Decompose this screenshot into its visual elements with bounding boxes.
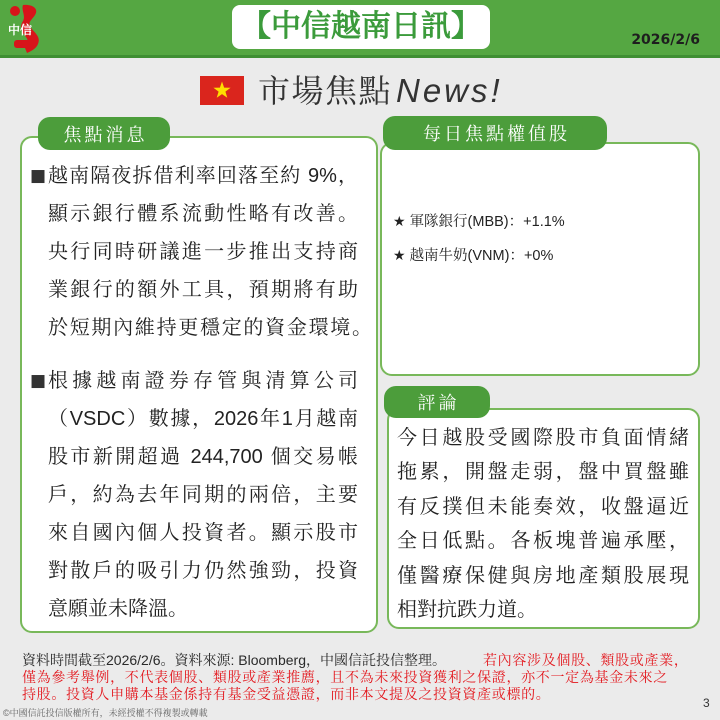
comment-line: 全日低點。各板塊普遍承壓，: [397, 530, 689, 553]
disclaimer-text: 持股。投資人申購本基金係持有基金受益憑證，而非本文提及之投資資產或標的。: [22, 686, 551, 702]
stock-name: 越南牛奶(VNM): [409, 248, 510, 264]
news-line: 股市新開超過 244,700 個交易帳: [48, 446, 358, 468]
footer-line: [22, 652, 712, 669]
news-line: （VSDC）數據，2026年1月越南: [48, 408, 358, 430]
news-line: 對散戶的吸引力仍然強勁，投資: [48, 560, 358, 582]
stock-change: +0%: [523, 248, 554, 264]
logo-dot: [10, 6, 20, 16]
comment-line: 拖累，開盤走弱，盤中買盤雖: [397, 461, 689, 484]
disclaimer-text: 若內容涉及個股、類股或產業，: [483, 652, 689, 668]
news-line: 於短期內維持更穩定的資金環境。: [48, 317, 372, 339]
report-title-box: [232, 5, 490, 49]
list-item: [393, 239, 565, 273]
stocks-tab-label: 每日焦點權值股: [383, 116, 607, 150]
report-date: 2026/2/6: [631, 32, 700, 48]
vietnam-flag-icon: [200, 76, 244, 105]
disclaimer-text: 僅為參考舉例，不代表個股、類股或產業推薦，且不為未來投資獲利之保證，亦不一定為基金未來之: [22, 669, 668, 685]
comment-tab-label: 評論: [384, 386, 490, 418]
comment-line: 有反撲但未能奏效，收盤逼近: [397, 495, 689, 518]
copyright-notice: ©中國信託投信版權所有，未經授權不得複製或轉載: [3, 708, 208, 718]
data-source-note: 資料時間截至2026/2/6。資料來源: Bloomberg，中國信託投信整理。: [22, 652, 446, 668]
star-icon: ★: [393, 214, 406, 230]
star-icon: ★: [393, 248, 406, 264]
brand-logo: [1, 1, 53, 55]
news-line: 顯示銀行體系流動性略有改善。: [48, 203, 358, 225]
news-line: 來自國內個人投資者。顯示股市: [48, 522, 358, 544]
stock-separator: ：: [508, 214, 524, 230]
stock-separator: ：: [509, 248, 524, 264]
news-tab-label: 焦點消息: [38, 117, 170, 150]
comment-text: [397, 421, 689, 627]
news-item: [30, 157, 372, 347]
news-line: 央行同時研議進一步推出支持商: [48, 241, 358, 263]
news-item: [30, 362, 358, 628]
square-bullet-icon: ■: [30, 166, 47, 186]
list-item: [393, 205, 565, 239]
headline-title-cn: 市場焦點: [258, 73, 393, 109]
page-number: 3: [703, 696, 710, 710]
headline-title-en: News!: [396, 72, 503, 109]
news-text: [48, 362, 358, 628]
news-text: [48, 157, 372, 347]
news-line: 意願並未降溫。: [48, 598, 188, 620]
news-line: 戶，約為去年同期的兩倍，主要: [48, 484, 358, 506]
comment-line: 僅醫療保健與房地產類股展現: [397, 564, 689, 587]
logo-badge: [14, 40, 34, 48]
headline: [0, 70, 720, 112]
header-bar: [0, 0, 720, 58]
logo-text: 中信: [8, 23, 33, 37]
footer: [22, 652, 712, 703]
news-line: 越南隔夜拆借利率回落至約 9%，: [48, 165, 358, 187]
report-title: 【中信越南日訊】: [241, 10, 481, 43]
comment-line: 相對抗跌力道。: [397, 598, 537, 621]
stock-change: +1.1%: [523, 214, 565, 230]
news-line: 業銀行的額外工具，預期將有助: [48, 279, 358, 301]
stock-name: 軍隊銀行(MBB): [409, 214, 509, 230]
square-bullet-icon: ■: [30, 371, 47, 391]
news-line: 根據越南證券存管與清算公司: [48, 370, 358, 392]
comment-line: 今日越股受國際股市負面情緒: [397, 427, 689, 449]
stock-list: [393, 205, 565, 273]
